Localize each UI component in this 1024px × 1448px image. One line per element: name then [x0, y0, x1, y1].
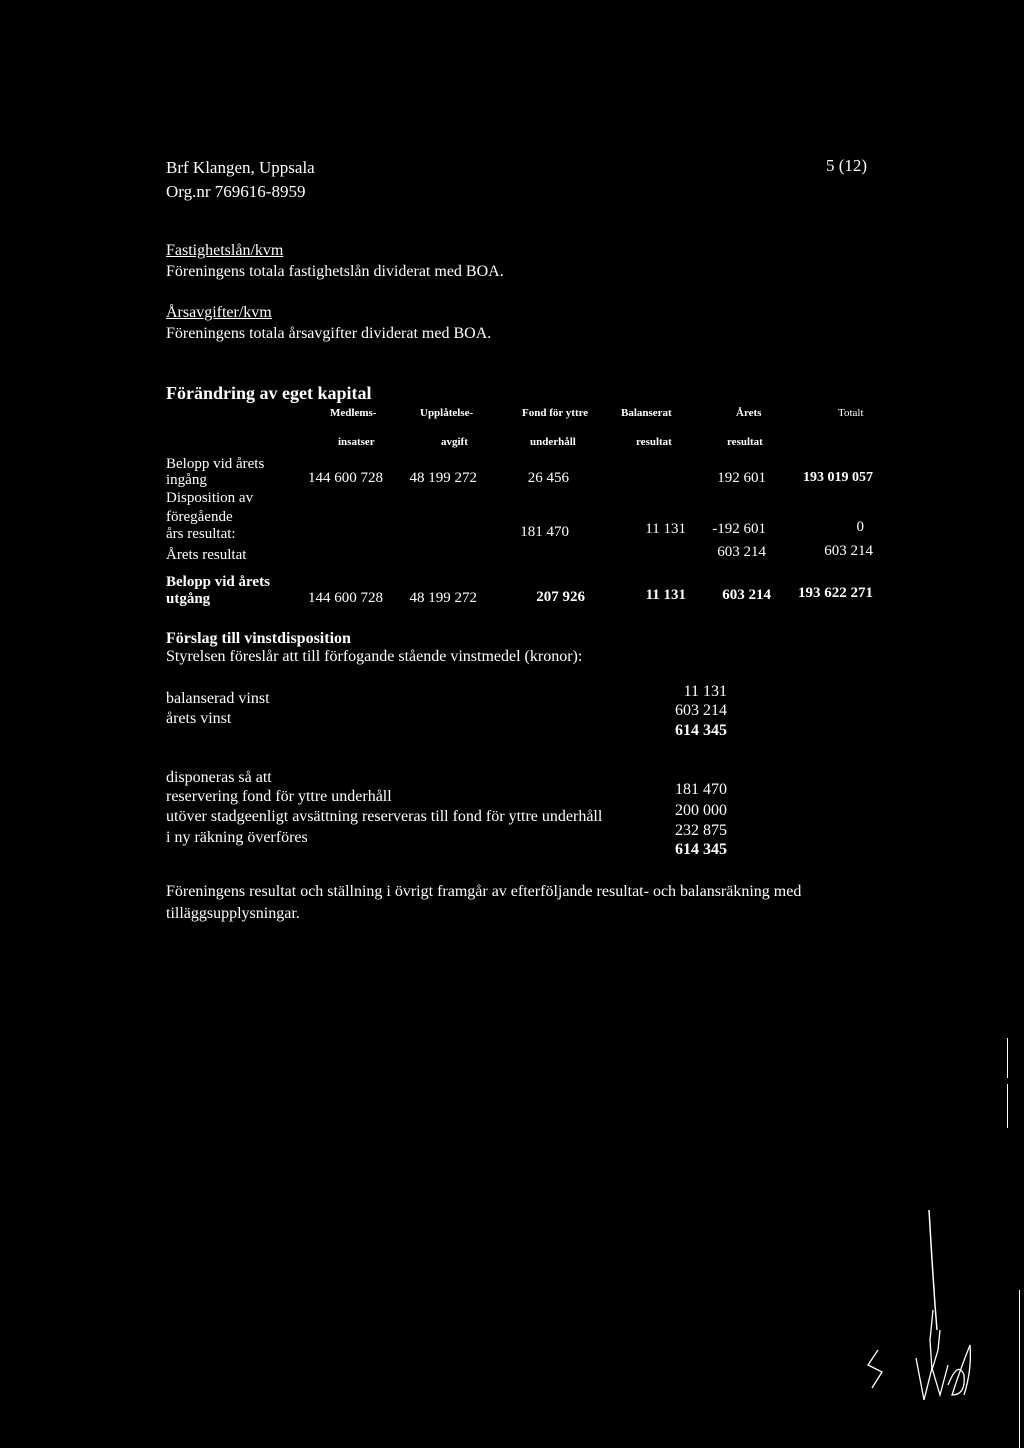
table-cell: 207 926	[536, 589, 585, 605]
table-cell: 0	[856, 519, 864, 535]
table-cell: 181 470	[520, 524, 569, 540]
disposition-item-value: 200 000	[675, 802, 727, 819]
row-label: utgång	[166, 591, 211, 607]
margin-line	[1007, 1038, 1008, 1078]
column-header: underhåll	[530, 436, 576, 448]
margin-line	[1007, 1084, 1008, 1128]
column-header: Totalt	[838, 407, 864, 419]
row-label: års resultat:	[166, 526, 236, 542]
disposition-item-label: i ny räkning överföres	[166, 829, 308, 846]
definition-term: Årsavgifter/kvm	[166, 304, 272, 321]
definition-text: Föreningens totala fastighetslån dividerat med BOA.	[166, 263, 504, 280]
table-cell: 48 199 272	[409, 590, 477, 606]
row-label: föregående	[166, 509, 233, 525]
table-cell: 144 600 728	[308, 590, 383, 606]
disposition-item-value: 181 470	[675, 781, 727, 798]
column-header: Medlems-	[330, 407, 377, 419]
signature-stroke	[948, 1345, 970, 1395]
definition-text: Föreningens totala årsavgifter dividerat med BOA.	[166, 325, 492, 342]
signature-stroke	[868, 1350, 882, 1388]
column-header: Balanserat	[621, 407, 672, 419]
table-cell: 193 019 057	[803, 470, 873, 485]
disposition-item-value: 232 875	[675, 822, 727, 839]
column-header: Årets	[736, 407, 762, 419]
column-header: resultat	[636, 436, 672, 448]
table-cell: 603 214	[824, 543, 873, 559]
disposition-item-label: reservering fond för yttre underhåll	[166, 788, 392, 805]
row-label: ingång	[166, 472, 207, 488]
column-header: insatser	[338, 436, 375, 448]
column-header: avgift	[441, 436, 468, 448]
table-cell: 11 131	[645, 587, 686, 603]
table-cell: 603 214	[717, 544, 766, 560]
column-header: Fond för yttre	[522, 407, 589, 419]
table-cell: 193 622 271	[798, 585, 873, 601]
signature-initials	[860, 1200, 980, 1400]
page-number: 5 (12)	[826, 156, 868, 175]
proposal-item-label: årets vinst	[166, 710, 232, 727]
table-cell: 603 214	[722, 587, 771, 603]
proposal-item-value: 11 131	[683, 683, 727, 700]
signature-stroke	[930, 1310, 940, 1370]
table-cell: 26 456	[527, 470, 569, 486]
organization-name: Brf Klangen, Uppsala	[166, 158, 315, 177]
proposal-item-value: 603 214	[675, 702, 727, 719]
table-cell: 48 199 272	[409, 470, 477, 486]
disposition-heading: disponeras så att	[166, 769, 272, 786]
row-label: Årets resultat	[166, 547, 247, 563]
column-header: resultat	[727, 436, 763, 448]
row-label: Disposition av	[166, 490, 254, 506]
equity-change-title: Förändring av eget kapital	[166, 383, 372, 403]
table-cell: -192 601	[712, 521, 766, 537]
closing-text: tilläggsupplysningar.	[166, 905, 300, 922]
table-cell: 144 600 728	[308, 470, 383, 486]
disposition-total: 614 345	[675, 841, 727, 858]
disposition-item-label: utöver stadgeenligt avsättning reserveras till fond för yttre underhåll	[166, 808, 603, 825]
definition-term: Fastighetslån/kvm	[166, 242, 284, 259]
proposal-title: Förslag till vinstdisposition	[166, 630, 351, 647]
table-cell: 11 131	[645, 521, 686, 537]
margin-line	[1019, 1290, 1020, 1448]
organization-number: Org.nr 769616-8959	[166, 182, 306, 201]
column-header: Upplåtelse-	[420, 407, 474, 419]
proposal-intro: Styrelsen föreslår att till förfogande stående vinstmedel (kronor):	[166, 648, 583, 665]
proposal-total: 614 345	[675, 722, 727, 739]
row-label: Belopp vid årets	[166, 456, 265, 472]
table-cell: 192 601	[717, 470, 766, 486]
row-label: Belopp vid årets	[166, 574, 270, 590]
proposal-item-label: balanserad vinst	[166, 690, 270, 707]
closing-text: Föreningens resultat och ställning i övrigt framgår av efterföljande resultat- och balansräkning med	[166, 883, 802, 900]
